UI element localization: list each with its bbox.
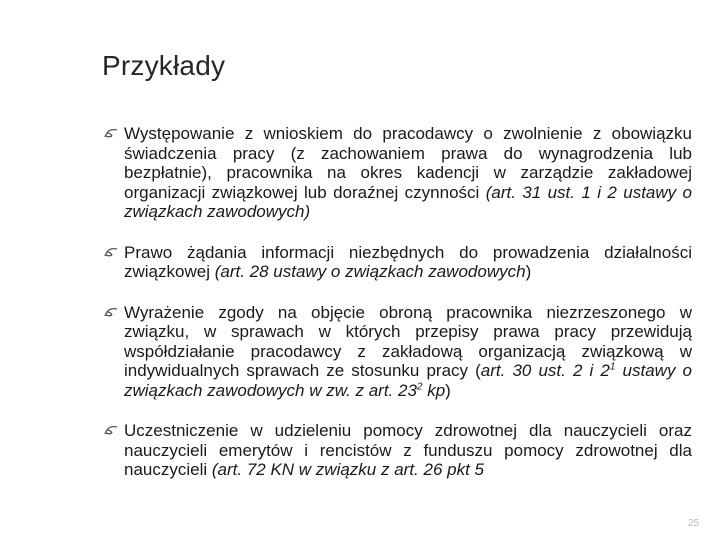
bullet-superscript-a: 1 [609,361,616,373]
bullet-flourish-icon [104,247,118,258]
bullet-flourish-icon [104,425,118,436]
bullet-flourish-icon [104,128,118,139]
bullet-text: Występowanie z wnioskiem do pracodawcy o zwolnienie z obowiązku świadczenia pracy (z zachowaniem prawa do wynagrodzenia lub bezpłatnie), pracownika na okres kadencji w zarządzie zakładowej organizacji związkowej lub doraźnej czynności [124,124,692,202]
bullet-item [104,303,692,401]
bullet-flourish-icon [104,307,118,318]
bullet-citation-b: ustawy o związkach zawodowych w zw. z art. 23 [124,361,693,400]
bullet-text-after: ) [525,262,532,281]
page-number: 25 [688,518,700,529]
bullet-citation: (art. 31 ust. 1 i 2 ustawy o związkach zawodowych) [124,182,692,221]
bullet-item [104,124,692,222]
bullet-item [104,243,692,282]
slide-title: Przykłady [102,50,226,81]
bullet-superscript-b: 2 [416,380,423,392]
bullet-text: Uczestniczenie w udzieleniu pomocy zdrowotnej dla nauczycieli oraz nauczycieli emerytów i rencistów z funduszu pomocy zdrowotnej dla nauczycieli [124,421,692,479]
bullet-text: Prawo żądania informacji niezbędnych do prowadzenia działalności związkowej [124,242,692,281]
bullet-item [104,421,692,480]
bullet-citation: (art. 28 ustawy o związkach zawodowych [214,262,526,281]
bullet-citation: (art. 72 KN w związku z art. 26 pkt 5 [211,460,484,479]
bullet-citation-c: kp [422,380,446,400]
bullet-text-after: ) [445,380,451,400]
bullet-citation-a: art. 30 ust. 2 i 2 [480,361,610,380]
bullet-text: Wyrażenie zgody na objęcie obroną pracownika niezrzeszonego w związku, w sprawach w których przepisy prawa pracy przewidują współdziałanie pracodawcy z zakładową organizacją związkową w indywidualnych sprawach ze stosunku pracy ( [124,302,692,380]
bullet-list [104,124,692,480]
